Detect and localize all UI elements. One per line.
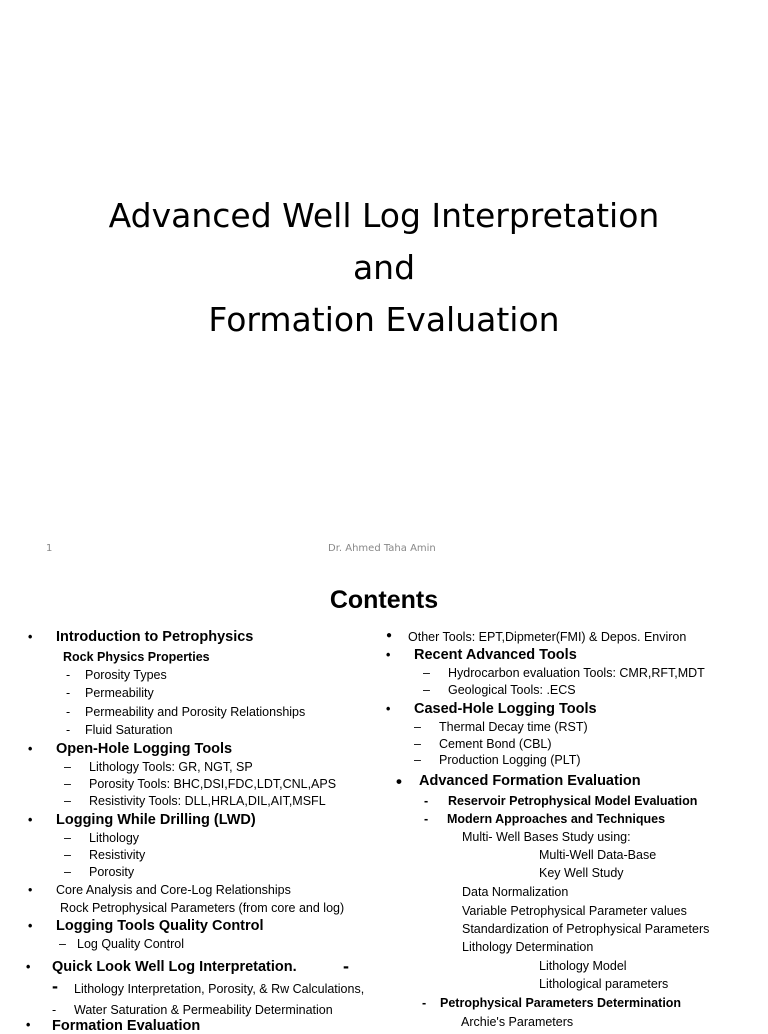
cased-subitem: Thermal Decay time (RST) — [439, 720, 588, 734]
title-line-1: Advanced Well Log Interpretation — [108, 196, 660, 235]
dash-icon: – — [414, 753, 421, 767]
title-line-2: and — [352, 248, 416, 287]
dash-icon: – — [423, 683, 430, 697]
bullet-icon: • — [28, 630, 33, 644]
cased-subitem: Production Logging (PLT) — [439, 753, 581, 767]
multi-well-subitem: Multi-Well Data-Base — [539, 848, 657, 862]
bullet-icon: • — [396, 772, 402, 791]
dash-icon: – — [423, 666, 430, 680]
modern-item: Modern Approaches and Techniques — [447, 812, 666, 826]
recent-subitem: Hydrocarbon evaluation Tools: CMR,RFT,MDT — [448, 666, 705, 680]
quick-subitem: Lithology Interpretation, Porosity, & Rw Calculations, — [74, 982, 365, 996]
bullet-icon: • — [28, 742, 33, 756]
dash-icon: – — [414, 720, 421, 734]
recent-subitem: Geological Tools: .ECS — [448, 683, 576, 697]
bullet-icon: • — [28, 813, 33, 827]
qc-item: Logging Tools Quality Control — [56, 918, 264, 934]
archie-item: Archie's Parameters — [461, 1015, 574, 1029]
reservoir-item: Reservoir Petrophysical Model Evaluation — [448, 794, 698, 808]
core-item: Core Analysis and Core-Log Relationships — [56, 883, 291, 897]
open-hole-item: Open-Hole Logging Tools — [56, 741, 233, 757]
dash-icon: - — [424, 812, 429, 826]
cased-hole-item: Cased-Hole Logging Tools — [414, 701, 597, 717]
title-line-3: Formation Evaluation — [208, 300, 560, 339]
cased-subitem: Cement Bond (CBL) — [439, 737, 552, 751]
lwd-item: Logging While Drilling (LWD) — [56, 812, 256, 828]
dash-icon: - — [66, 668, 71, 682]
open-hole-subitem: Lithology Tools: GR, NGT, SP — [89, 760, 253, 774]
dash-icon: - — [343, 956, 349, 976]
lith-determination-item: Lithology Determination — [462, 940, 594, 954]
bullet-icon: • — [28, 883, 33, 897]
bullet-icon: • — [28, 919, 33, 933]
dash-icon: – — [64, 777, 71, 791]
dash-icon: – — [64, 831, 71, 845]
dash-icon: – — [64, 865, 71, 879]
bullet-icon: • — [26, 960, 31, 974]
dash-icon: - — [66, 686, 71, 700]
bullet-icon: • — [26, 1018, 31, 1032]
petro-params-item: Petrophysical Parameters Determination — [440, 996, 682, 1010]
normalization-item: Data Normalization — [462, 885, 569, 899]
rock-item: Permeability and Porosity Relationships — [85, 705, 306, 719]
bullet-icon: ● — [386, 630, 393, 641]
rock-item: Permeability — [85, 686, 154, 700]
dash-icon: - — [422, 996, 427, 1010]
recent-tools-item: Recent Advanced Tools — [414, 647, 577, 663]
dash-icon: – — [64, 848, 71, 862]
lith-subitem: Lithology Model — [539, 959, 627, 973]
quick-look-item: Quick Look Well Log Interpretation. — [52, 959, 297, 975]
open-hole-subitem: Porosity Tools: BHC,DSI,FDC,LDT,CNL,APS — [89, 777, 337, 791]
bullet-icon: • — [386, 648, 391, 662]
other-tools-item: Other Tools: EPT,Dipmeter(FMI) & Depos. Environ — [408, 630, 687, 644]
contents-slide — [0, 576, 768, 1034]
slide-number: 1 — [46, 543, 53, 554]
lwd-subitem: Lithology — [89, 831, 140, 845]
bullet-icon: • — [386, 702, 391, 716]
lwd-subitem: Porosity — [89, 865, 135, 879]
rock-params-item: Rock Petrophysical Parameters (from core and log) — [60, 901, 345, 915]
dash-icon: – — [64, 794, 71, 808]
quick-subitem: Water Saturation & Permeability Determination — [74, 1003, 333, 1017]
formation-eval-item: Formation Evaluation — [52, 1018, 201, 1034]
dash-icon: – — [64, 760, 71, 774]
advanced-eval-item: Advanced Formation Evaluation — [419, 773, 641, 789]
dash-icon: – — [59, 937, 66, 951]
open-hole-subitem: Resistivity Tools: DLL,HRLA,DIL,AIT,MSFL — [89, 794, 326, 808]
dash-icon: – — [414, 737, 421, 751]
lith-subitem: Lithological parameters — [539, 977, 669, 991]
multi-well-subitem: Key Well Study — [539, 866, 624, 880]
slide-author: Dr. Ahmed Taha Amin — [328, 543, 436, 554]
dash-icon: - — [52, 1003, 57, 1017]
rock-item: Fluid Saturation — [85, 723, 173, 737]
dash-icon: - — [424, 794, 429, 808]
variable-item: Variable Petrophysical Parameter values — [462, 904, 687, 918]
dash-icon: - — [66, 705, 71, 719]
rock-item: Porosity Types — [85, 668, 167, 682]
multi-well-heading: Multi- Well Bases Study using: — [462, 830, 631, 844]
qc-subitem: Log Quality Control — [77, 937, 185, 951]
dash-icon: - — [66, 723, 71, 737]
rock-physics-heading: Rock Physics Properties — [63, 650, 210, 664]
dash-icon: - — [52, 976, 58, 996]
contents-heading: Contents — [329, 586, 439, 614]
lwd-subitem: Resistivity — [89, 848, 146, 862]
standardization-item: Standardization of Petrophysical Parameters — [462, 922, 710, 936]
intro-item: Introduction to Petrophysics — [56, 629, 254, 645]
